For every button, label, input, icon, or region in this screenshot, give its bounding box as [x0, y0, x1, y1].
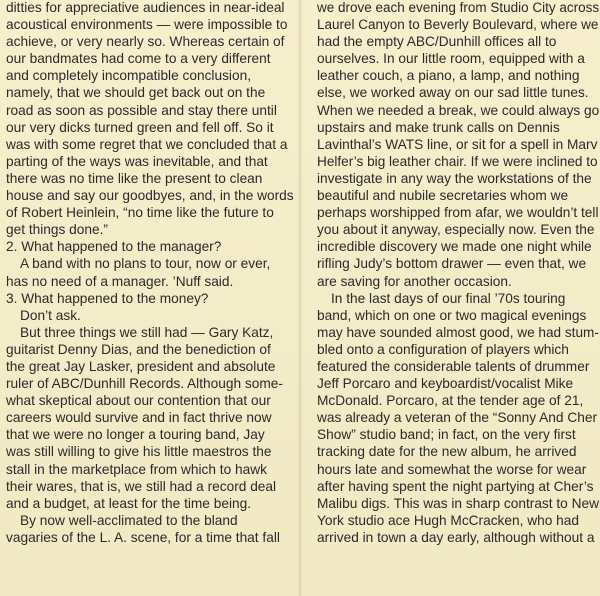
- text-line: ruler of ABC/Dunhill Records. Although some-: [6, 376, 283, 392]
- text-line: and completely incompatible conclusion,: [6, 68, 251, 84]
- text-line: had the empty ABC/Dunhill offices all to: [317, 34, 557, 50]
- text-line: Jeff Porcaro and keyboardist/vocalist Mike: [317, 376, 574, 392]
- text-line: bled onto a configuration of players which: [317, 341, 569, 357]
- text-line: may have sounded almost good, we had stum-: [317, 324, 599, 340]
- text-line: their wares, that is, we still had a record deal: [6, 478, 277, 494]
- text-line: house and say our goodbyes, and, in the words: [6, 188, 294, 204]
- text-line: arrived in town a day early, although without a: [317, 529, 595, 545]
- text-line: after having spent the night partying at Cher’s: [317, 478, 594, 494]
- text-line: acoustical environments — were impossible to: [6, 17, 288, 33]
- left-text-column: [6, 0, 298, 546]
- text-line: there was no time like the present to clean: [6, 170, 263, 186]
- text-line: our bandmates had come to a very different: [6, 51, 271, 67]
- text-line: has no need of a manager. ’Nuff said.: [6, 273, 234, 289]
- text-line: hours late and somewhat the worse for wear: [317, 461, 587, 477]
- text-line: band, which on one or two magical evenings: [317, 307, 587, 323]
- text-line: incredible discovery we made one night while: [317, 239, 592, 255]
- text-line: the great Jay Lasker, president and absolute: [6, 358, 276, 374]
- text-line: beautiful and nubile secretaries whom we: [317, 188, 569, 204]
- text-line: guitarist Denny Dias, and the benediction of: [6, 341, 271, 357]
- text-line: that we were no longer a touring band, Jay: [6, 427, 265, 443]
- text-line: parting of the ways was inevitable, and that: [6, 153, 268, 169]
- text-line: you about it anyway, especially now. Even the: [317, 222, 595, 238]
- text-line: our very dicks turned green and fell off. So it: [6, 119, 274, 135]
- text-line: Lavinthal’s WATS line, or sit for a spell in Marv: [317, 136, 598, 152]
- text-line: of Robert Heinlein, “no time like the future to: [6, 205, 274, 221]
- text-line: rifling Judy’s bottom drawer — even that, we: [317, 256, 587, 272]
- text-line: leather couch, a piano, a lamp, and nothing: [317, 68, 580, 84]
- text-line: was with some regret that we concluded that a: [6, 136, 288, 152]
- page-fold-gutter: [298, 0, 302, 596]
- text-line: In the last days of our final ’70s touring: [331, 290, 566, 306]
- text-line: we drove each evening from Studio City across: [317, 0, 600, 15]
- text-line: else, we worked away on our sad little tunes.: [317, 85, 589, 101]
- text-line: featured the considerable talents of drummer: [317, 358, 590, 374]
- text-line: Don’t ask.: [20, 307, 81, 323]
- text-line: tracking date for the new album, he arrived: [317, 444, 577, 460]
- text-line: careers would survive and in fact thrive now: [6, 410, 272, 426]
- text-line: road as soon as possible and stay there until: [6, 102, 277, 118]
- right-text-column: [317, 0, 599, 546]
- text-line: was still willing to give his little maestros the: [6, 444, 272, 460]
- text-line: A band with no plans to tour, now or ever,: [20, 256, 271, 272]
- text-line: are saving for another occasion.: [317, 273, 512, 289]
- text-line: Show” studio band; in fact, on the very first: [317, 427, 576, 443]
- text-line: McDonald. Porcaro, at the tender age of 21,: [317, 393, 584, 409]
- text-line: York studio ace Hugh McCracken, who had: [317, 512, 579, 528]
- text-line: investigate in any way the workstations of the: [317, 170, 592, 186]
- text-line: Malibu digs. This was in sharp contrast to New: [317, 495, 599, 511]
- text-line: perhaps worshipped from afar, we wouldn’t tell: [317, 205, 599, 221]
- text-line: Helfer’s big leather chair. If we were inclined to: [317, 153, 598, 169]
- text-line: When we needed a break, we could always go: [317, 102, 600, 118]
- text-line: vagaries of the L. A. scene, for a time that fall: [6, 529, 280, 545]
- text-line: what skeptical about our contention that our: [6, 393, 271, 409]
- text-line: ditties for appreciative audiences in near-ideal: [6, 0, 285, 15]
- text-line: get things done.”: [6, 222, 108, 238]
- text-line: 3. What happened to the money?: [6, 290, 209, 306]
- text-line: 2. What happened to the manager?: [6, 239, 222, 255]
- text-line: was already a veteran of the “Sonny And Cher: [317, 410, 597, 426]
- text-line: ourselves. In our little room, equipped with a: [317, 51, 585, 67]
- text-line: But three things we still had — Gary Katz,: [20, 324, 274, 340]
- text-line: stall in the marketplace from which to hawk: [6, 461, 267, 477]
- text-line: By now well-acclimated to the bland: [20, 512, 238, 528]
- text-line: namely, that we should get back out on the: [6, 85, 266, 101]
- text-line: Laurel Canyon to Beverly Boulevard, where we: [317, 17, 599, 33]
- text-line: achieve, or very nearly so. Whereas certain of: [6, 34, 285, 50]
- text-line: upstairs and make trunk calls on Dennis: [317, 119, 560, 135]
- text-line: and a budget, at least for the time being.: [6, 495, 252, 511]
